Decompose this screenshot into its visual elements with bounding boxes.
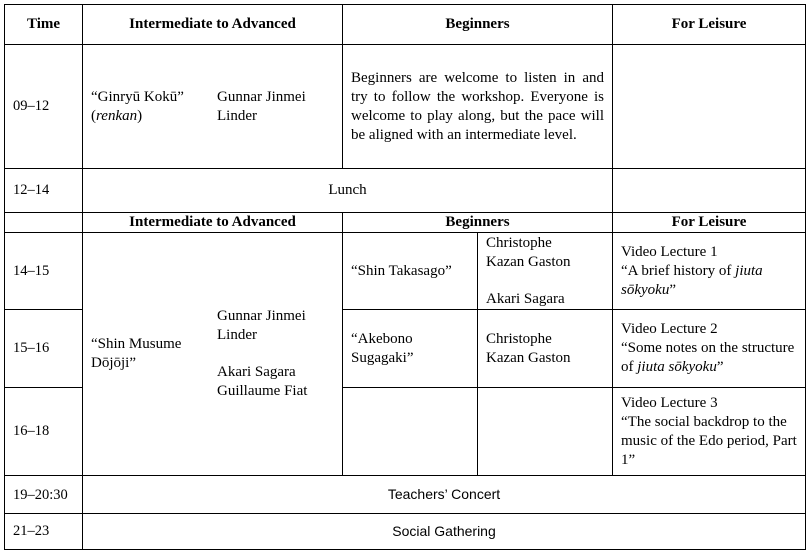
morning-beginners-note: Beginners are welcome to listen in and try to follow the workshop. Everyone is welcome to play along, but the pace will be aligned with an intermediate level. — [343, 45, 613, 169]
header-beginners: Beginners — [343, 5, 613, 45]
header2-beginners: Beginners — [343, 213, 613, 233]
lecture-3-title: “The social backdrop to the music of the Edo period, Part 1” — [621, 413, 797, 468]
afternoon-intermediate-cell — [83, 233, 343, 476]
lunch-leisure-empty — [613, 169, 806, 213]
beginner-piece-1: “Shin Takasago” — [343, 233, 478, 310]
time-15-16: 15–16 — [5, 310, 83, 388]
gathering-label: Social Gathering — [83, 514, 806, 550]
time-morning: 09–12 — [5, 45, 83, 169]
header-leisure: For Leisure — [613, 5, 806, 45]
lecture-3 — [613, 388, 806, 476]
morning-piece-note: renkan — [96, 107, 138, 124]
header2-leisure: For Leisure — [613, 213, 806, 233]
schedule-table — [4, 4, 806, 550]
morning-piece-title: “Ginryū Kokū” — [91, 88, 184, 105]
row-concert — [5, 476, 806, 514]
lecture-2-title-b: jiuta sōkyoku — [637, 359, 717, 375]
row-14-15 — [5, 233, 806, 310]
beginner-teacher-1a: Christophe Kazan Gaston — [486, 234, 571, 270]
lecture-2-title-a: “Some notes on the structure of — [621, 340, 795, 375]
beginner-teachers-1 — [478, 233, 613, 310]
lunch-label: Lunch — [83, 169, 613, 213]
header-intermediate: Intermediate to Advanced — [83, 5, 343, 45]
afternoon-teachers-2: Akari Sagara Guillaume Fiat — [217, 364, 308, 399]
time-lunch: 12–14 — [5, 169, 83, 213]
header2-intermediate: Intermediate to Advanced — [83, 213, 343, 233]
beginner-teacher-1b: Akari Sagara — [486, 290, 565, 307]
lecture-1-title-c: ” — [669, 281, 676, 298]
header2-time-empty — [5, 213, 83, 233]
lecture-1 — [613, 233, 806, 310]
lecture-1-title-a: “A brief history of — [621, 262, 736, 279]
beginner-piece-2: “Akebono Sugagaki” — [343, 310, 478, 388]
time-concert: 19–20:30 — [5, 476, 83, 514]
morning-leisure-empty — [613, 45, 806, 169]
row-lunch — [5, 169, 806, 213]
header-row — [5, 5, 806, 45]
row-gathering — [5, 514, 806, 550]
afternoon-teachers-1: Gunnar Jinmei Linder — [217, 308, 306, 343]
afternoon-piece: “Shin Musume Dōjōji” — [91, 336, 182, 371]
lecture-2-title-c: ” — [716, 359, 724, 375]
lecture-1-label: Video Lecture 1 — [621, 243, 718, 260]
morning-piece: “Ginryū Kokū” (renkan) — [91, 88, 184, 124]
row-morning — [5, 45, 806, 169]
time-16-18: 16–18 — [5, 388, 83, 476]
time-gathering: 21–23 — [5, 514, 83, 550]
morning-teacher: Gunnar Jinmei Linder — [217, 88, 306, 124]
beginner-empty-1 — [343, 388, 478, 476]
header-row-2 — [5, 213, 806, 233]
beginner-empty-2 — [478, 388, 613, 476]
morning-intermediate-cell — [83, 45, 343, 169]
beginner-teacher-2: Christophe Kazan Gaston — [478, 310, 613, 388]
time-14-15: 14–15 — [5, 233, 83, 310]
lecture-1-title-b: jiuta sōkyoku — [621, 262, 763, 298]
header-time: Time — [5, 5, 83, 45]
concert-label: Teachers’ Concert — [83, 476, 806, 514]
lecture-3-label: Video Lecture 3 — [621, 394, 718, 411]
lecture-2-label: Video Lecture 2 — [621, 321, 718, 337]
lecture-2 — [613, 310, 806, 388]
